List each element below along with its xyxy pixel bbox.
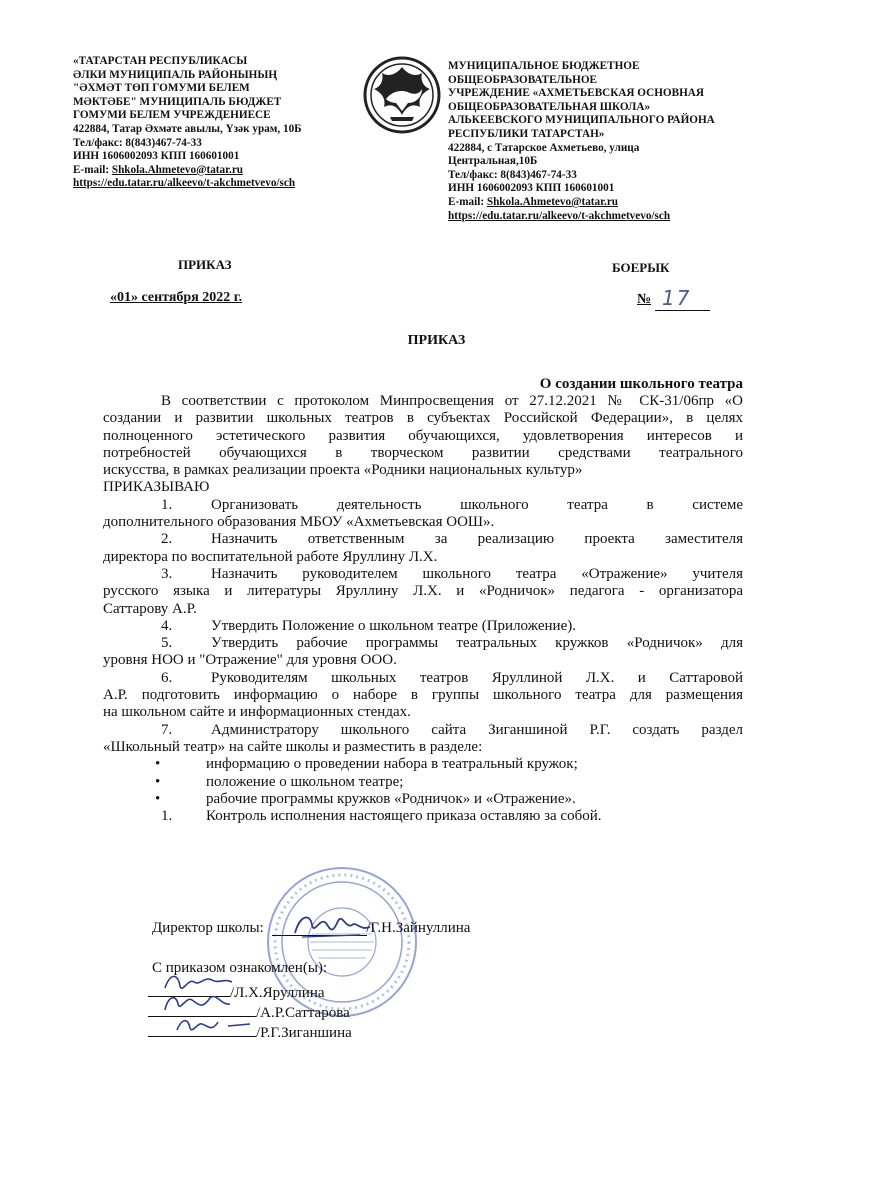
tatarstan-emblem-icon (362, 55, 442, 135)
header-left-line: ИНН 1606002093 КПП 160601001 (73, 150, 240, 163)
ack-name: /Л.Х.Яруллина (230, 985, 325, 1001)
list-item (103, 566, 743, 583)
header-right-line: ОБЩЕОБРАЗОВАТЕЛЬНОЕ (448, 73, 597, 86)
title-left: ПРИКАЗ (178, 257, 232, 272)
header-right-line: Тел/факс: 8(843)467-74-33 (448, 168, 577, 181)
control-item (103, 808, 743, 825)
list-item (103, 618, 743, 635)
list-item-line: дополнительного образования МБОУ «Ахметьевская ООШ». (103, 514, 495, 531)
list-item (103, 635, 743, 652)
header-right-line: ИНН 1606002093 КПП 160601001 (448, 182, 615, 195)
list-item-text: Утвердить рабочие программы театральных кружков «Родничок» для (211, 635, 743, 652)
list-item-text: Организовать деятельность школьного театра в системе (211, 496, 743, 513)
bullet-icon: • (155, 773, 161, 790)
number-underline (655, 310, 710, 311)
header-right-line: ОБЩЕОБРАЗОВАТЕЛЬНАЯ ШКОЛА» (448, 100, 651, 113)
list-item-number: 2. (161, 531, 173, 548)
bullet-text: рабочие программы кружков «Родничок» и «Отражение». (206, 790, 576, 807)
website-link[interactable]: https://edu.tatar.ru/alkeevo/t-akchmetvevo/sch (73, 177, 296, 190)
email-link[interactable]: Shkola.Ahmetevo@tatar.ru (111, 163, 244, 176)
list-item-text: Назначить руководителем школьного театра «Отражение» учителя (211, 565, 743, 582)
website-link[interactable]: https://edu.tatar.ru/alkeevo/t-akchmetvevo/sch (448, 209, 671, 222)
bullet-icon: • (155, 790, 161, 807)
preamble-line: В соответствии с протоколом Минпросвещения от 27.12.2021 № СК-31/06пр «О (161, 393, 743, 409)
list-item-text: Утвердить Положение о школьном театре (Приложение). (211, 617, 576, 634)
header-left-email-row (73, 164, 373, 178)
control-number: 1. (161, 808, 173, 825)
preamble-line: полноценного эстетического развития обучающихся, удовлетворения интересов и (103, 427, 743, 444)
list-item-number: 7. (161, 721, 173, 738)
header-left-line: МӘКТӘБЕ" МУНИЦИПАЛЬ БЮДЖЕТ (73, 95, 282, 108)
order-number-label: № (637, 292, 652, 307)
list-item-line: директора по воспитательной работе Яруллину Л.Х. (103, 548, 438, 565)
order-subject: О создании школьного театра (539, 376, 743, 392)
header-right-line: 422884, с Татарское Ахметьево, улица (448, 141, 640, 154)
list-item (103, 722, 743, 739)
ack-signature-icon (172, 1010, 262, 1045)
bullet-text: положение о школьном театре; (206, 773, 404, 790)
order-number-handwritten: 17 (662, 286, 692, 310)
preamble-line: создании и развитии школьных театров в субъектах Российской Федерации», в целях (103, 410, 743, 427)
director-label: Директор школы: (152, 920, 264, 936)
list-item-line: А.Р. подготовить информацию о наборе в группы школьного театра для размещения (103, 687, 743, 704)
list-item (103, 670, 743, 687)
header-left-block (73, 55, 373, 191)
list-item-number: 5. (161, 635, 173, 652)
preamble-line: потребностей обучающихся в творческом развитии средствами театрального (103, 444, 743, 461)
header-right-line: МУНИЦИПАЛЬНОЕ БЮДЖЕТНОЕ (448, 60, 640, 72)
order-word: ПРИКАЗЫВАЮ (103, 479, 210, 496)
list-item-line: русского языка и литературы Яруллину Л.Х. и «Родничок» педагога - организатора (103, 583, 743, 600)
order-title: ПРИКАЗ (407, 333, 466, 348)
acknowledged-label: С приказом ознакомлен(ы): (152, 960, 328, 976)
list-item (103, 497, 743, 514)
bullet-item (103, 774, 743, 791)
email-label: E-mail: (73, 163, 112, 176)
list-item-number: 1. (161, 496, 173, 513)
header-right-block (448, 60, 778, 223)
header-right-line: УЧРЕЖДЕНИЕ «АХМЕТЬЕВСКАЯ ОСНОВНАЯ (448, 87, 704, 100)
list-item-line: уровня НОО и "Отражение" для уровня ООО. (103, 652, 397, 669)
control-text: Контроль исполнения настоящего приказа оставляю за собой. (206, 808, 602, 825)
list-item-text: Администратору школьного сайта Зиганшиной Р.Г. создать раздел (211, 721, 743, 738)
header-right-line: РЕСПУБЛИКИ ТАТАРСТАН» (448, 127, 605, 140)
header-right-line: Центральная,10Б (448, 155, 538, 168)
bullet-icon: • (155, 756, 161, 773)
bullet-text: информацию о проведении набора в театральный кружок; (206, 756, 578, 773)
order-date: «01» сентября 2022 г. (110, 290, 243, 305)
header-right-email-row (448, 196, 778, 210)
list-item-line: на школьном сайте и информационных стендах. (103, 704, 411, 721)
header-left-line: Тел/факс: 8(843)467-74-33 (73, 136, 202, 149)
header-left-line: «ТАТАРСТАН РЕСПУБЛИКАСЫ (73, 55, 248, 67)
title-right: БОЕРЫК (612, 260, 670, 275)
list-item-number: 3. (161, 565, 173, 582)
header-left-line: "ӘХМӘТ ТӨП ГОМУМИ БЕЛЕМ (73, 82, 250, 95)
director-name: /Г.Н.Зайнуллина (366, 920, 471, 936)
list-item (103, 531, 743, 548)
director-signature-icon (290, 905, 380, 950)
list-item-line: «Школьный театр» на сайте школы и разместить в разделе: (103, 738, 483, 755)
header-right-line: АЛЬКЕЕВСКОГО МУНИЦИПАЛЬНОГО РАЙОНА (448, 114, 715, 127)
preamble-line: искусства, в рамках реализации проекта «Родники национальных культур» (103, 462, 583, 479)
list-item-text: Руководителям школьных театров Яруллиной Л.Х. и Саттаровой (211, 669, 743, 686)
email-link[interactable]: Shkola.Ahmetevo@tatar.ru (486, 195, 619, 208)
list-item-line: Саттарову А.Р. (103, 600, 197, 617)
header-left-line: ГОМУМИ БЕЛЕМ УЧРЕЖДЕНИЕСЕ (73, 109, 271, 122)
order-body (103, 393, 743, 825)
list-item-number: 6. (161, 669, 173, 686)
list-item-number: 4. (161, 617, 173, 634)
bullet-item (103, 756, 743, 773)
header-left-line: 422884, Татар Әхмәте авылы, Үзәк урам, 10Б (73, 122, 302, 135)
ack-name: /Р.Г.Зиганшина (256, 1025, 352, 1041)
header-left-line: ӘЛКИ МУНИЦИПАЛЬ РАЙОНЫНЫҢ (73, 68, 278, 81)
bullet-item (103, 791, 743, 808)
email-label: E-mail: (448, 195, 487, 208)
list-item-text: Назначить ответственным за реализацию проекта заместителя (211, 531, 743, 548)
ack-name: /А.Р.Саттарова (256, 1005, 350, 1021)
